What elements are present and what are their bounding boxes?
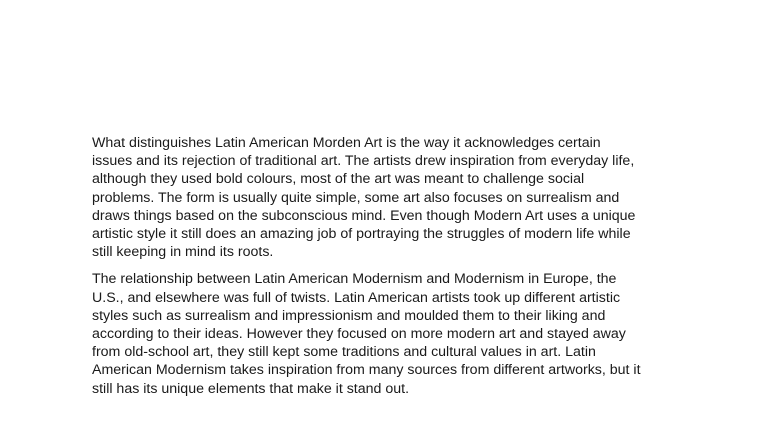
paragraph-line: still has its unique elements that make it stand out.	[92, 380, 410, 397]
paragraph-line: U.S., and elsewhere was full of twists. Latin American artists took up different artistic	[92, 289, 621, 306]
paragraph-2	[92, 270, 702, 397]
paragraph-line: The relationship between Latin American Modernism and Modernism in Europe, the	[92, 271, 617, 288]
paragraph-line: according to their ideas. However they focused on more modern art and stayed away	[92, 326, 626, 343]
paragraph-line: still keeping in mind its roots.	[92, 244, 274, 261]
paragraph-1	[92, 134, 702, 261]
paragraph-line: issues and its rejection of traditional art. The artists drew inspiration from everyday life,	[92, 153, 635, 170]
paragraph-line: artistic style it still does an amazing job of portraying the struggles of modern life while	[92, 226, 631, 243]
paragraph-line: draws things based on the subconscious mind. Even though Modern Art uses a unique	[92, 207, 636, 224]
paragraph-line: although they used bold colours, most of the art was meant to challenge social	[92, 171, 585, 188]
paragraph-line: from old-school art, they still kept some traditions and cultural values in art. Latin	[92, 344, 596, 361]
document-body	[92, 134, 702, 398]
paragraph-line: What distinguishes Latin American Morden Art is the way it acknowledges certain	[92, 135, 601, 151]
paragraph-line: American Modernism takes inspiration from many sources from different artworks, but it	[92, 362, 641, 379]
paragraph-line: styles such as surrealism and impressionism and moulded them to their liking and	[92, 307, 606, 324]
paragraph-line: problems. The form is usually quite simple, some art also focuses on surrealism and	[92, 189, 620, 206]
